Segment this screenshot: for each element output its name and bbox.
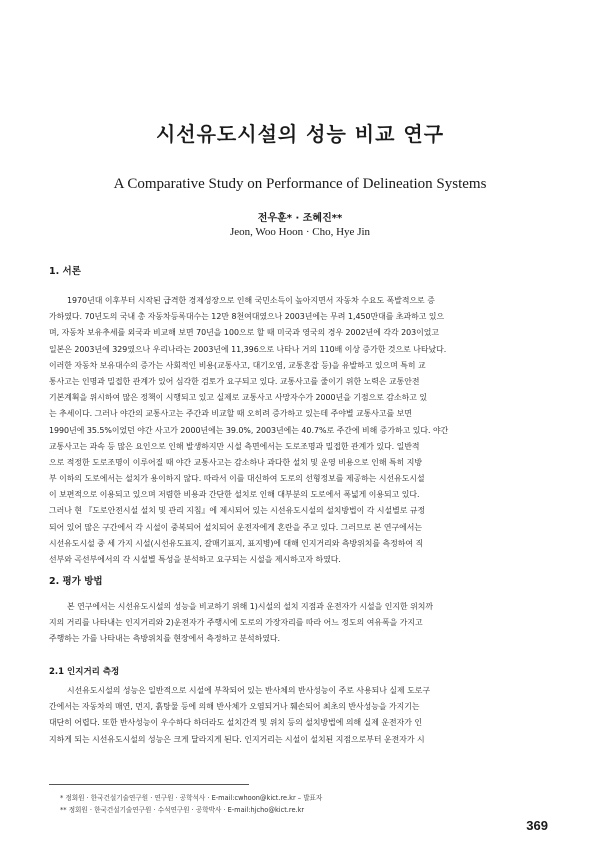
- body-line: 통사고는 인명과 밀접한 관계가 있어 심각한 검토가 요구되고 있다. 교통사고를 줄이기 위한 노력은 교통안전: [49, 376, 420, 386]
- page-number: 369: [526, 818, 548, 833]
- body-line: 일본은 2003년에 329였으나 우리나라는 2003년에 11,396으로 나타나 거의 110배 이상 증가한 것으로 나타났다.: [49, 344, 447, 354]
- title-english: A Comparative Study on Performance of Delineation Systems: [113, 176, 487, 192]
- body-line: 본 연구에서는 시선유도시설의 성능을 비교하기 위해 1)시설의 설치 지점과 운전자가 시설을 인지한 위치까: [67, 602, 433, 611]
- authors-korean: 전우훈* · 조혜진**: [257, 213, 343, 224]
- section-2-heading: 2. 평가 방법: [49, 576, 103, 587]
- body-line: 선부와 곡선부에서의 각 시설별 특성을 분석하고 요구되는 시설을 제시하고자 하였다.: [49, 555, 341, 564]
- section-2-1-heading: 2.1 인지거리 측정: [49, 667, 120, 677]
- body-line: 이러한 자동차 보유대수의 증가는 사회적인 비용(교통사고, 대기오염, 교통혼잡 등)을 유발하고 있으며 특히 교: [49, 360, 426, 370]
- body-line: 그러나 현 『도로안전시설 설치 및 관리 지침』에 제시되어 있는 시선유도시설의 설치방법이 각 시설별로 규정: [49, 506, 426, 516]
- body-line: 주행하는 가를 나타내는 측방위치를 현장에서 측정하고 분석하였다.: [49, 634, 280, 644]
- body-line: 지의 거리를 나타내는 인지거리와 2)운전자가 주행시에 도로의 가장자리를 따라 어느 정도의 여유폭을 가지고: [49, 618, 423, 628]
- body-line: 이 보편적으로 이용되고 있으며 저렴한 비용과 간단한 설치로 인해 대부분의 도로에서 폭넓게 이용되고 있다.: [49, 490, 420, 500]
- body-line: 간에서는 자동차의 매연, 먼지, 흙탕물 등에 의해 반사체가 오염되거나 훼손되어 최초의 반사성능을 가지기는: [49, 702, 420, 712]
- body-line: 시선유도시설 중 세 가지 시설(시선유도표지, 갈매기표지, 표지병)에 대해 인지거리와 측방위치를 측정하여 직: [49, 538, 424, 548]
- body-line: 지하게 되는 시선유도시설의 성능은 크게 달라지게 된다. 인지거리는 시설이 설치된 지점으로부터 운전자가 시: [49, 734, 425, 744]
- body-line: 기본계획을 위시하여 많은 정책이 시행되고 있고 실제로 교통사고 사망자수가 2000년을 기점으로 감소하고 있: [49, 393, 427, 403]
- body-line: 부 이하의 도로에서는 설치가 용이하지 않다. 따라서 이를 대신하여 도로의 선형정보를 제공하는 시선유도시설: [49, 474, 425, 484]
- authors-english: Jeon, Woo Hoon · Cho, Hye Jin: [229, 226, 371, 238]
- title-korean: 시선유도시설의 성능 비교 연구: [155, 122, 445, 146]
- footnote-author-1: * 정회원 · 한국건설기술연구원 · 연구원 · 공학석사 · E-mail:cwhoon@kict.re.kr – 발표자: [60, 794, 323, 802]
- body-line: 1970년대 이후부터 시작된 급격한 경제성장으로 인해 국민소득이 높아지면서 자동차 수요도 폭발적으로 증: [67, 296, 435, 305]
- body-line: 으로 적정한 도로조명이 이루어질 때 야간 교통사고는 감소하나 과다한 설치 및 운영 비용으로 인해 특히 지방: [49, 457, 423, 467]
- footnote-divider: [49, 784, 249, 785]
- body-line: 되어 있어 많은 구간에서 각 시설이 중복되어 설치되어 운전자에게 혼란을 주고 있다. 그러므로 본 연구에서는: [49, 522, 423, 532]
- body-line: 교통사고는 과속 등 많은 요인으로 인해 발생하지만 시설 측면에서는 도로조명과 밀접한 관계가 있다. 일반적: [49, 441, 420, 451]
- footnote-author-2: ** 정회원 · 한국건설기술연구원 · 수석연구원 · 공학박사 · E-mail:hjcho@kict.re.kr: [60, 806, 305, 814]
- body-line: 1990년에 35.5%이었던 야간 사고가 2000년에는 39.0%, 2003년에는 40.7%로 주간에 비해 증가하고 있다. 야간: [49, 425, 449, 435]
- section-1-heading: 1. 서론: [49, 266, 81, 277]
- body-line: 는 추세이다. 그러나 야간의 교통사고는 주간과 비교할 때 오히려 증가하고 있는데 주야별 교통사고를 보면: [49, 409, 412, 419]
- section-1-body: [49, 293, 551, 568]
- body-line: 며, 자동차 보유추세를 외국과 비교해 보면 70년을 100으로 할 때 미국과 영국의 경우 2002년에 각각 203이었고: [49, 328, 440, 338]
- body-line: 시선유도시설의 성능은 일반적으로 시설에 부착되어 있는 반사체의 반사성능이 주로 사용되나 실제 도로구: [67, 686, 430, 695]
- section-2-1-body: [49, 683, 551, 748]
- section-2-body: [49, 599, 551, 648]
- body-line: 대단히 어렵다. 또한 반사성능이 우수하다 하더라도 설치간격 및 위치 등의 설치방법에 의해 실제 운전자가 인: [49, 718, 423, 728]
- body-line: 가하였다. 70년도의 국내 총 자동차등록대수는 12만 8천여대였으나 2003년에는 무려 1,450만대를 초과하고 있으: [49, 312, 445, 322]
